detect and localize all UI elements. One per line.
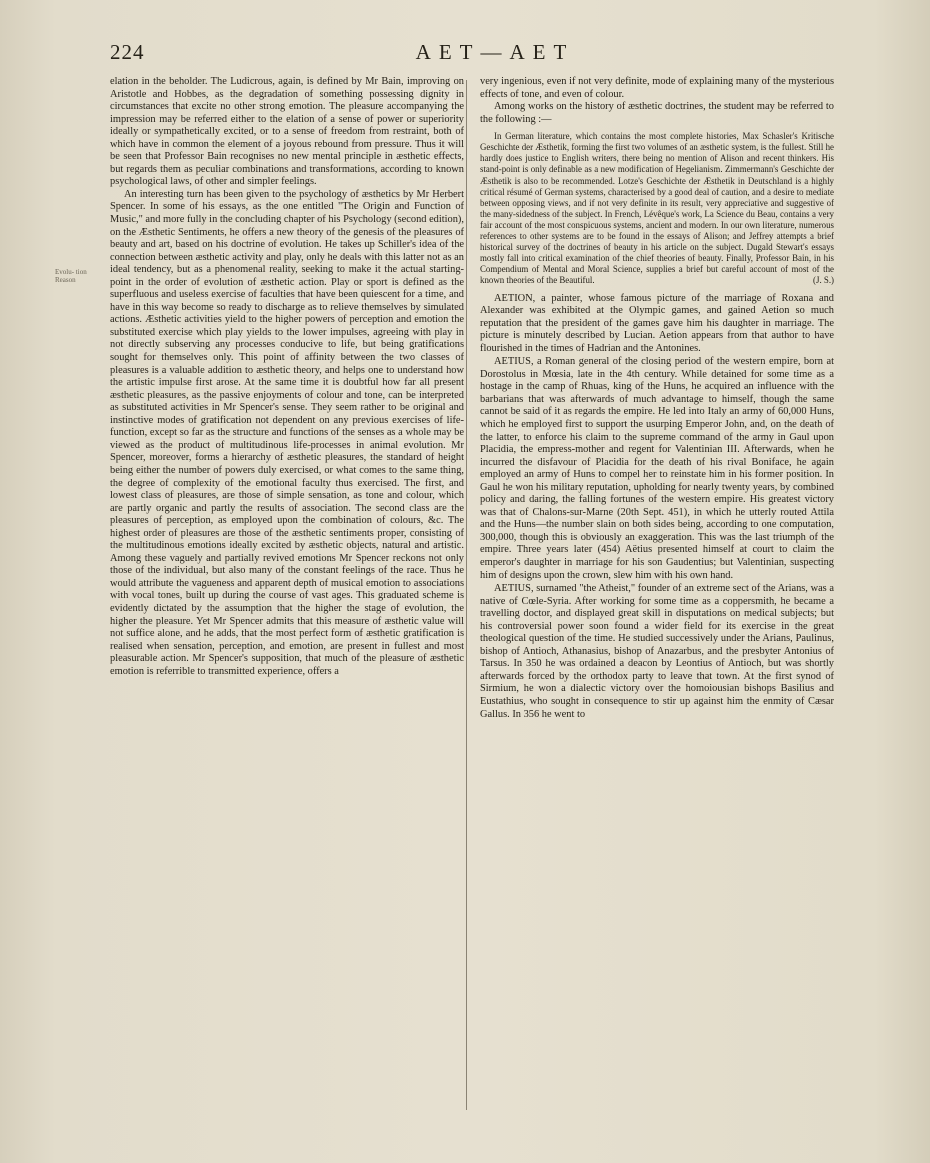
left-column [110, 76, 464, 1116]
margin-note: Evolu- tion Reason [55, 268, 87, 284]
paragraph-history-intro: Among works on the history of æsthetic doctrines, the student may be referred to the following :— [480, 101, 834, 125]
bibliography-text: In German literature, which contains the most complete histories, Max Schasler's Kritische Geschichte der Æsthetik, forming the first two volumes of an æsthetic system, is the fullest. Still he hardly does justice to English writers, there being no mention of Alison and recent thinkers. His stand-point is only definable as a new modification of Hegelianism. Zimmermann's Geschichte der Æsthetik is also to be recommended. Lotze's Geschichte der Æsthetik in Deutschland is a highly critical résumé of German systems, characterised by a good deal of caution, and a desire to mediate between opposing views, and if not very definite in its result, very appreciative and suggestive of the many-sidedness of the subject. In French, Lévêque's work, La Science du Beau, contains a very fair account of the most conspicuous systems, ancient and modern. In our own literature, numerous references to other systems are to be found in the essays of Alison; and Jeffrey attempts a brief historical survey of the doctrines of beauty in his article on the subject. Dugald Stewart's essays mostly fall into critical examination of the chief theories of beauty. Finally, Professor Bain, in his Compendium of Mental and Moral Science, supplies a brief but careful account of most of the known theories of the Beautiful. [480, 131, 834, 286]
paragraph-ludicrous: elation in the beholder. The Ludicrous, again, is defined by Mr Bain, improving on Aristotle and Hobbes, as the degradation of something possessing dignity in circumstances that excite no other strong emotion. The pleasure accompanying the impression may be referred either to the elation of a sense of power or superiority ideally or sympathetically excited, or to a sense of freedom from restraint, both of which have in common the element of a joyous rebound from pressure. Thus it will be seen that Professor Bain recognises no new mental principle in æsthetic effects, but regards them as peculiar combinations and transformations, according to known psychological laws, of other and simpler feelings. [110, 76, 464, 188]
page-header [110, 38, 880, 68]
paragraph-continuation: very ingenious, even if not very definite, mode of explaining many of the mysterious effects of tone, and even of colour. [480, 76, 834, 100]
entry-aetius-atheist: AETIUS, surnamed "the Atheist," founder of an extreme sect of the Arians, was a native of Cœle-Syria. After working for some time as a coppersmith, he became a travelling doctor, and displayed great skill in disputations on medical subjects; but his controversial power soon found a wider field for its exercise in the great theological question of the time. He studied successively under the Arians, Paulinus, bishop of Antioch, Athanasius, bishop of Anazarbus, and the presbyter Antonius of Tarsus. In 350 he was ordained a deacon by Leontius of Antioch, but was shortly afterwards forced by the orthodox party to leave that town. At the first synod of Sirmium, he won a dialectic victory over the homoiousian bishops Basilius and Eustathius, who sought in consequence to stir up against him the enmity of Cæsar Gallus. In 356 he went to [480, 583, 834, 720]
bibliography-note [480, 131, 834, 286]
author-signature: (J. S.) [813, 275, 834, 286]
right-column [480, 76, 834, 1116]
entry-aetius-general: AETIUS, a Roman general of the closing period of the western empire, born at Dorostolus in Mœsia, late in the 4th century. While detained for some time as a hostage in the camp of Rhuas, king of the Huns, he acquired an influence with the barbarians that was afterwards of much advantage to himself, though the same cannot be said of it as regards the empire. He led into Italy an army of 60,000 Huns, which he employed first to support the usurping Emperor John, and, on the death of the latter, to enforce his claim to the supreme command of the army in Gaul upon Placidia, the empress-mother and regent for Valentinian III. Afterwards, when he incurred the disfavour of Placidia for the death of his rival Boniface, he again employed an army of Huns to compel her to reinstate him in his former position. In Gaul he won his military reputation, upholding for nearly twenty years, by combined policy and daring, the falling fortunes of the western empire. His greatest victory was that of Chalons-sur-Marne (20th Sept. 451), in which he utterly routed Attila and the Huns—the number slain on both sides being, according to one computation, 300,000, though this is obviously an exaggeration. This was the last triumph of the empire. Three years later (454) Aëtius presented himself at court to claim the emperor's daughter in marriage for his son Gaudentius; but Valentinian, suspecting him of designs upon the crown, slew him with his own hand. [480, 356, 834, 581]
column-divider [466, 80, 467, 1110]
paragraph-spencer: An interesting turn has been given to the psychology of æsthetics by Mr Herbert Spencer. In some of his essays, as the one entitled "The Origin and Function of Music," and more fully in the concluding chapter of his Psychology (second edition), on the Æsthetic Sentiments, he offers a new theory of the genesis of the pleasures of beauty and art, based on his doctrine of evolution. He takes up Schiller's idea of the connection between æsthetic activity and play, only he deals with this latter not as an ideal tendency, but as a phenomenal reality, seeking to make it the actual starting-point in the order of evolution of æsthetic action. Play or sport is defined as the superfluous and useless exercise of faculties that have been quiescent for a time, and have in this way become so ready to discharge as to relieve themselves by simulated actions. Æsthetic activities yield to the higher powers of perception and emotion the substituted exercise which play yields to the lower impulses, agreeing with play in not directly subserving any processes conducive to life, but being gratifications sought for themselves only. This point of affinity between the two classes of pleasures is a valuable addition to æsthetic theory, and helps one to understand how the artistic impulse first arose. At the same time it is doubtful how far all present æsthetic pleasures, as the passive enjoyments of colour and tone, can be interpreted as substituted activities in Mr Spencer's sense. They seem rather to be original and instinctive modes of gratification not dependent on any previous exercises of life-function, except so far as the structure and functions of the senses as a whole may be viewed as the product of multitudinous life-processes in animal evolution. Mr Spencer, moreover, forms a hierarchy of æsthetic pleasures, the standard of height being either the number of powers duly exercised, or what comes to the same thing, the degree of complexity of the emotional faculty thus exercised. The first, and lowest class of pleasures, are those of simple sensation, as tone and colour, which are partly organic and partly the results of association. The second class are the pleasures of perception, as employed upon the combination of colours, &c. The highest order of pleasures are those of the æsthetic sentiments proper, consisting of the multitudinous emotions ideally excited by æsthetic objects, natural and artistic. Among these vaguely and partially revived emotions Mr Spencer reckons not only those of the individual, but also many of the constant feelings of the race. Thus he would attribute the vagueness and apparent depth of musical emotion to associations with vocal tones, built up during the course of vast ages. This graduated scheme is evidently dictated by the assumption that the higher the stage of evolution, the higher the pleasure. Yet Mr Spencer admits that this measure of æsthetic value will not suffice alone, and he adds, that the most perfect form of æsthetic gratification is realised when sensation, perception, and emotion, are present in fullest and most pleasurable action. Mr Spencer's supposition, that much of the pleasure of æsthetic emotion is referrible to transmitted experience, offers a [110, 188, 464, 677]
page-number: 224 [110, 40, 145, 64]
entry-aetion: AETION, a painter, whose famous picture of the marriage of Roxana and Alexander was exhibited at the Olympic games, and gained Aetion so much reputation that the president of the games gave him his daughter in marriage. The picture is minutely described by Lucian. Aetion appears from that author to have flourished in the times of Hadrian and the Antonines. [480, 292, 834, 354]
running-head: AET—AET [415, 40, 575, 64]
